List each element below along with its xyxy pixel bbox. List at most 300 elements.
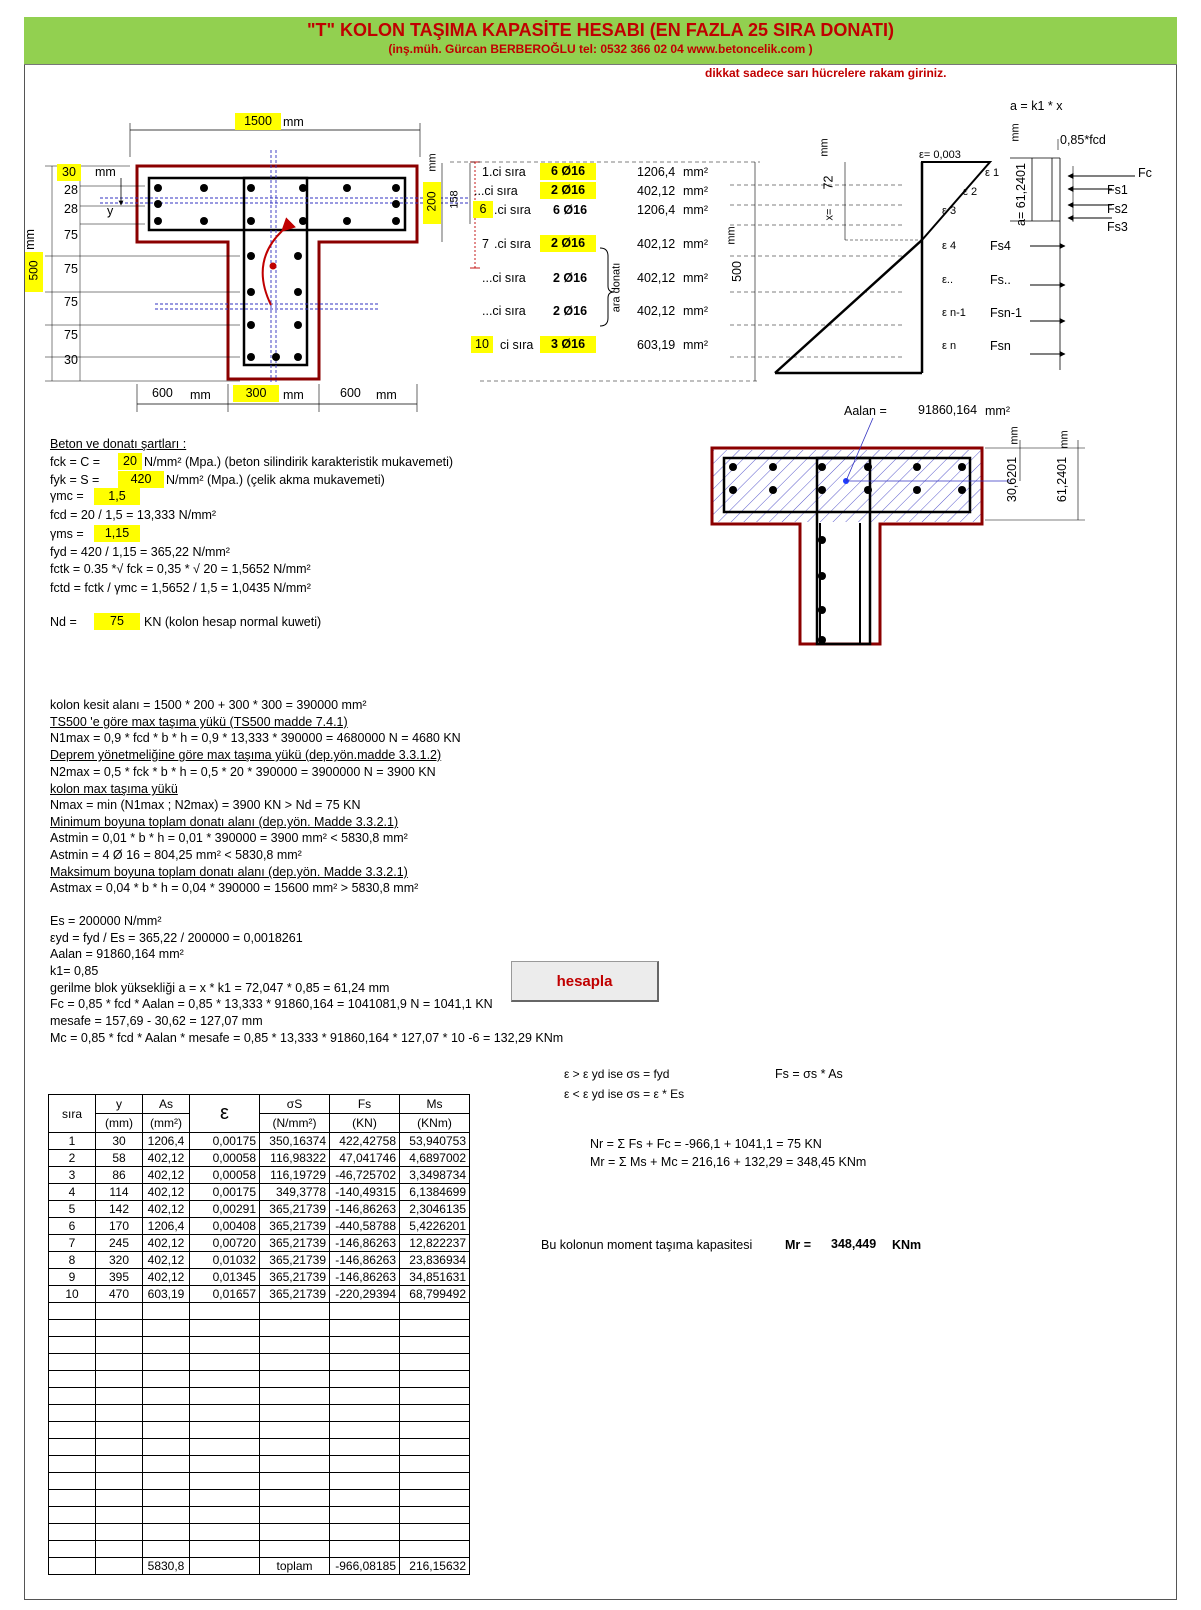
table-cell: 34,851631 [400, 1269, 470, 1286]
table-cell [330, 1388, 400, 1405]
table-cell [96, 1490, 143, 1507]
table-cell: 1206,4 [143, 1133, 190, 1150]
table-cell: 320 [96, 1252, 143, 1269]
table-cell: 10 [49, 1286, 96, 1303]
table-row [49, 1201, 470, 1218]
table-cell [49, 1320, 96, 1337]
table-cell: 5,4226201 [400, 1218, 470, 1235]
mm-unit-label: mm [376, 388, 397, 402]
gamma-ms-input[interactable]: 1,15 [94, 525, 140, 542]
fsn-label: Fsn [990, 339, 1011, 353]
total-ms-cell: 216,15632 [400, 1558, 470, 1575]
table-cell: 365,21739 [260, 1235, 330, 1252]
table-row-empty [49, 1456, 470, 1473]
table-cell [190, 1388, 260, 1405]
row-7-label: ci sıra [500, 338, 534, 352]
table-cell [96, 1541, 143, 1558]
table-cell: 2,3046135 [400, 1201, 470, 1218]
table-cell: 395 [96, 1269, 143, 1286]
mm-unit-label: mm [1009, 123, 1022, 142]
table-cell: 114 [96, 1184, 143, 1201]
table-cell [143, 1354, 190, 1371]
row-6-area: 402,12 [637, 304, 676, 318]
table-cell [400, 1490, 470, 1507]
table-cell [190, 1337, 260, 1354]
table-cell [260, 1405, 330, 1422]
table-cell [143, 1388, 190, 1405]
table-cell: 6 [49, 1218, 96, 1235]
table-cell [143, 1524, 190, 1541]
table-cell [400, 1388, 470, 1405]
table-cell [260, 1473, 330, 1490]
table-cell [330, 1490, 400, 1507]
table-cell [260, 1422, 330, 1439]
fck-label: fck = C = [50, 455, 101, 469]
table-cell [96, 1371, 143, 1388]
table-cell: 4 [49, 1184, 96, 1201]
table-cell [49, 1439, 96, 1456]
a-value: a= 61,2401 [1013, 163, 1028, 226]
table-cell: 245 [96, 1235, 143, 1252]
table-cell [260, 1456, 330, 1473]
table-cell: -46,725702 [330, 1167, 400, 1184]
table-cell [400, 1303, 470, 1320]
spacing-5-label: 75 [64, 262, 78, 276]
row-5-label: ...ci sıra [482, 271, 526, 285]
row-3-label: .ci sıra [494, 203, 531, 217]
row-5-bars: 2 Ø16 [553, 271, 588, 285]
table-row-empty [49, 1541, 470, 1558]
table-cell: 402,12 [143, 1252, 190, 1269]
table-cell: 350,16374 [260, 1133, 330, 1150]
table-cell: -440,58788 [330, 1218, 400, 1235]
table-cell [330, 1541, 400, 1558]
nd-input[interactable]: 75 [94, 613, 140, 630]
mm-unit-label: mm [283, 115, 304, 129]
a-formula: a = k1 * x [1010, 99, 1063, 113]
table-cell [330, 1524, 400, 1541]
eps-n-mid: ε.. [942, 274, 954, 286]
table-cell [143, 1473, 190, 1490]
table-cell [143, 1456, 190, 1473]
fyk-input[interactable]: 420 [118, 471, 164, 488]
table-cell [143, 1490, 190, 1507]
table-cell [96, 1456, 143, 1473]
table-cell: 402,12 [143, 1184, 190, 1201]
table-cell: 1206,4 [143, 1218, 190, 1235]
spacing-3-label: 28 [64, 202, 78, 216]
table-cell [190, 1507, 260, 1524]
table-cell: 3 [49, 1167, 96, 1184]
rule-2: ε < ε yd ise σs = ε * Es [564, 1087, 685, 1101]
table-cell [96, 1439, 143, 1456]
table-header-cell: sıra [49, 1095, 96, 1133]
calc-es: Es = 200000 N/mm² [50, 914, 162, 928]
row-3-bars: 6 Ø16 [553, 203, 588, 217]
table-cell [260, 1439, 330, 1456]
table-row-empty [49, 1337, 470, 1354]
mm-unit-label: mm [1008, 426, 1021, 445]
table-row-empty [49, 1439, 470, 1456]
table-row [49, 1167, 470, 1184]
calc-fc: Fc = 0,85 * fcd * Aalan = 0,85 * 13,333 * 91860,164 = 1041081,9 N = 1041,1 KN [50, 997, 493, 1011]
web-width-input[interactable]: 300 [233, 385, 279, 402]
table-row-empty [49, 1354, 470, 1371]
table-cell: 0,01032 [190, 1252, 260, 1269]
area-unit: mm² [683, 338, 708, 352]
table-cell [49, 1558, 96, 1575]
table-cell: -140,49315 [330, 1184, 400, 1201]
flange-left-label: 600 [152, 386, 173, 400]
fck-input[interactable]: 20 [118, 453, 142, 470]
table-unit-cell: (N/mm²) [260, 1114, 330, 1133]
calc-astmin-1: Astmin = 0,01 * b * h = 0,01 * 390000 = 3900 mm² < 5830,8 mm² [50, 831, 408, 845]
table-row [49, 1252, 470, 1269]
table-cell [330, 1507, 400, 1524]
table-cell [330, 1405, 400, 1422]
table-cell [143, 1337, 190, 1354]
table-cell: 68,799492 [400, 1286, 470, 1303]
table-cell [190, 1422, 260, 1439]
table-unit-cell: (mm²) [143, 1114, 190, 1133]
row-5-area: 402,12 [637, 271, 676, 285]
table-cell: 0,00175 [190, 1184, 260, 1201]
eps-1: ε 1 [985, 167, 1000, 179]
calc-n1max: N1max = 0,9 * fcd * b * h = 0,9 * 13,333 * 390000 = 4680000 N = 4680 KN [50, 731, 461, 745]
capacity-mr-label: Mr = [785, 1238, 812, 1252]
table-cell: 365,21739 [260, 1218, 330, 1235]
x-label: x= [823, 208, 836, 221]
table-cell: 86 [96, 1167, 143, 1184]
gamma-ms-label: γms = [50, 527, 84, 541]
fsn-1-label: Fsn-1 [990, 306, 1022, 320]
aalan-label: Aalan = [844, 404, 887, 418]
table-unit-cell: (mm) [96, 1114, 143, 1133]
nd-label: Nd = [50, 615, 77, 629]
table-cell [143, 1439, 190, 1456]
table-cell [143, 1405, 190, 1422]
fctk-line: fctk = 0.35 *√ fck = 0,35 * √ 20 = 1,5652 N/mm² [50, 562, 311, 576]
table-cell: 23,836934 [400, 1252, 470, 1269]
table-cell: 402,12 [143, 1150, 190, 1167]
table-cell [400, 1524, 470, 1541]
height-input[interactable] [25, 252, 43, 292]
table-cell: 0,00720 [190, 1235, 260, 1252]
table-cell [49, 1371, 96, 1388]
table-cell: 2 [49, 1150, 96, 1167]
table-cell [400, 1541, 470, 1558]
table-header-cell: Ms [400, 1095, 470, 1114]
spacing-1-input[interactable]: 30 [57, 164, 81, 181]
table-cell: 5 [49, 1201, 96, 1218]
table-cell [143, 1371, 190, 1388]
table-cell: 116,19729 [260, 1167, 330, 1184]
table-cell [96, 1473, 143, 1490]
mm-unit-label: mm [95, 165, 116, 179]
table-cell: -146,86263 [330, 1235, 400, 1252]
spacing-8-label: 30 [64, 353, 78, 367]
row-6-bars: 2 Ø16 [553, 304, 588, 318]
table-cell [49, 1303, 96, 1320]
table-row [49, 1133, 470, 1150]
table-cell: 603,19 [143, 1286, 190, 1303]
strain-height: 500 [729, 261, 744, 282]
eps-top: ε= 0,003 [919, 149, 961, 161]
compression-area-diagram [700, 400, 1100, 660]
table-cell [49, 1405, 96, 1422]
row-4-label: .ci sıra [494, 237, 531, 251]
table-row-empty [49, 1507, 470, 1524]
table-cell [96, 1405, 143, 1422]
table-cell [49, 1354, 96, 1371]
table-cell: 402,12 [143, 1235, 190, 1252]
table-cell: -146,86263 [330, 1269, 400, 1286]
table-header-cell: y [96, 1095, 143, 1114]
table-cell: 58 [96, 1150, 143, 1167]
table-cell [49, 1473, 96, 1490]
table-header-cell: As [143, 1095, 190, 1114]
table-cell [49, 1422, 96, 1439]
table-cell: 0,00058 [190, 1150, 260, 1167]
calc-aalan: Aalan = 91860,164 mm² [50, 947, 184, 961]
table-cell [49, 1507, 96, 1524]
table-cell [49, 1388, 96, 1405]
table-cell: 402,12 [143, 1201, 190, 1218]
area-unit: mm² [683, 165, 708, 179]
rule-fs: Fs = σs * As [775, 1067, 843, 1081]
table-cell [190, 1473, 260, 1490]
table-cell [96, 1507, 143, 1524]
calc-a: gerilme blok yüksekliği a = x * k1 = 72,047 * 0,85 = 61,24 mm [50, 981, 390, 995]
flange-right-label: 600 [340, 386, 361, 400]
table-cell: -220,29394 [330, 1286, 400, 1303]
table-cell [330, 1354, 400, 1371]
table-cell [330, 1422, 400, 1439]
table-cell [190, 1541, 260, 1558]
table-cell: 9 [49, 1269, 96, 1286]
table-cell [190, 1303, 260, 1320]
table-cell [330, 1303, 400, 1320]
table-row [49, 1286, 470, 1303]
table-cell [143, 1320, 190, 1337]
table-header-cell: Fs [330, 1095, 400, 1114]
mm-unit-label: mm [190, 388, 211, 402]
fs-mid-label: Fs.. [990, 273, 1011, 287]
table-cell [260, 1371, 330, 1388]
table-cell [190, 1320, 260, 1337]
table-header-row [49, 1095, 470, 1114]
table-cell [400, 1507, 470, 1524]
table-cell [190, 1524, 260, 1541]
table-cell [260, 1541, 330, 1558]
fs3-label: Fs3 [1107, 220, 1128, 234]
gamma-mc-input[interactable]: 1,5 [94, 488, 140, 505]
calc-area: kolon kesit alanı = 1500 * 200 + 300 * 300 = 390000 mm² [50, 698, 367, 712]
table-cell: 0,00058 [190, 1167, 260, 1184]
fck-desc: N/mm² (Mpa.) (beton silindirik karakteristik mukavemeti) [144, 455, 454, 469]
fcd-label: 0,85*fcd [1060, 133, 1106, 147]
calc-astmax: Astmax = 0,04 * b * h = 0,04 * 390000 = 15600 mm² > 5830,8 mm² [50, 881, 419, 895]
gamma-mc-label: γmc = [50, 489, 84, 503]
flange-width-input[interactable]: 1500 [235, 113, 281, 130]
table-cell [400, 1473, 470, 1490]
table-cell [96, 1303, 143, 1320]
table-cell [400, 1337, 470, 1354]
table-cell: 422,42758 [330, 1133, 400, 1150]
table-cell [260, 1507, 330, 1524]
table-cell [330, 1371, 400, 1388]
spacing-4-label: 75 [64, 228, 78, 242]
row-7-bars-input[interactable]: 3 Ø16 [540, 336, 596, 353]
table-unit-cell: (KN) [330, 1114, 400, 1133]
table-cell [190, 1354, 260, 1371]
flange-sub-label: 158 [448, 190, 461, 209]
table-cell: 6,1384699 [400, 1184, 470, 1201]
spacing-7-label: 75 [64, 328, 78, 342]
table-cell: 0,00175 [190, 1133, 260, 1150]
table-cell: 0,00291 [190, 1201, 260, 1218]
table-cell [190, 1439, 260, 1456]
table-cell [330, 1320, 400, 1337]
table-row-empty [49, 1303, 470, 1320]
fc-label: Fc [1138, 166, 1152, 180]
table-row-empty [49, 1524, 470, 1541]
table-cell: 47,041746 [330, 1150, 400, 1167]
mm-unit-label: mm [1058, 430, 1071, 449]
aalan-unit: mm² [985, 404, 1010, 418]
table-cell: 0,01345 [190, 1269, 260, 1286]
row-10-num-input[interactable]: 10 [471, 336, 493, 353]
table-cell [49, 1541, 96, 1558]
table-cell [400, 1422, 470, 1439]
table-cell [330, 1456, 400, 1473]
area-unit: mm² [683, 203, 708, 217]
calc-k1: k1= 0,85 [50, 964, 99, 978]
table-cell: -146,86263 [330, 1201, 400, 1218]
y-label: y [107, 204, 114, 218]
row-2-bars-input[interactable]: 2 Ø16 [540, 182, 596, 199]
calc-eyd: εyd = fyd / Es = 365,22 / 200000 = 0,0018261 [50, 931, 303, 945]
table-header-cell: ε [190, 1095, 260, 1133]
table-cell: 365,21739 [260, 1286, 330, 1303]
table-cell [49, 1524, 96, 1541]
table-cell [260, 1524, 330, 1541]
table-cell [96, 1337, 143, 1354]
capacity-label: Bu kolonun moment taşıma kapasitesi [541, 1238, 753, 1252]
table-cell [143, 1507, 190, 1524]
row-1-area: 1206,4 [637, 165, 676, 179]
area-unit: mm² [683, 304, 708, 318]
input-note: dikkat sadece sarı hücrelere rakam giriniz. [705, 66, 947, 80]
fyk-label: fyk = S = [50, 473, 100, 487]
table-cell [400, 1371, 470, 1388]
table-cell [330, 1473, 400, 1490]
eps-2: ε 2 [963, 186, 978, 198]
row-4-area: 402,12 [637, 237, 676, 251]
table-cell [400, 1320, 470, 1337]
table-cell [400, 1405, 470, 1422]
nr-line: Nr = Σ Fs + Fc = -966,1 + 1041,1 = 75 KN [590, 1137, 822, 1151]
table-cell: 53,940753 [400, 1133, 470, 1150]
table-row-empty [49, 1490, 470, 1507]
row-3-area: 1206,4 [637, 203, 676, 217]
aalan-value: 91860,164 [918, 403, 978, 417]
table-cell [400, 1439, 470, 1456]
table-cell [260, 1490, 330, 1507]
mm-unit-label: mm [725, 226, 738, 245]
table-unit-row [49, 1114, 470, 1133]
table-cell [96, 1524, 143, 1541]
table-cell: 170 [96, 1218, 143, 1235]
table-cell [190, 1558, 260, 1575]
row-1-bars-input[interactable]: 6 Ø16 [540, 163, 596, 180]
table-cell: 142 [96, 1201, 143, 1218]
table-cell: 470 [96, 1286, 143, 1303]
table-cell [400, 1456, 470, 1473]
table-cell: 8 [49, 1252, 96, 1269]
table-cell: 7 [49, 1235, 96, 1252]
row-2-area: 402,12 [637, 184, 676, 198]
table-cell [330, 1439, 400, 1456]
row-4-bars-input[interactable]: 2 Ø16 [540, 235, 596, 252]
calc-mesafe: mesafe = 157,69 - 30,62 = 127,07 mm [50, 1014, 263, 1028]
table-cell [260, 1320, 330, 1337]
table-cell [96, 1388, 143, 1405]
table-cell: 3,3498734 [400, 1167, 470, 1184]
row-4-num: 7 [482, 237, 489, 251]
rule-1: ε > ε yd ise σs = fyd [564, 1067, 670, 1081]
flange-height-input[interactable] [423, 182, 441, 224]
table-cell [96, 1320, 143, 1337]
fcd-line: fcd = 20 / 1,5 = 13,333 N/mm² [50, 508, 217, 522]
fs1-label: Fs1 [1107, 183, 1128, 197]
table-cell: 30 [96, 1133, 143, 1150]
table-row [49, 1150, 470, 1167]
table-cell: 116,98322 [260, 1150, 330, 1167]
table-cell [143, 1422, 190, 1439]
table-cell [260, 1354, 330, 1371]
table-cell: 0,01657 [190, 1286, 260, 1303]
eps-n: ε n [942, 340, 957, 352]
total-fs-cell: -966,08185 [330, 1558, 400, 1575]
table-cell [96, 1558, 143, 1575]
area-unit: mm² [683, 271, 708, 285]
table-cell: -146,86263 [330, 1252, 400, 1269]
mr-line: Mr = Σ Ms + Mc = 216,16 + 132,29 = 348,45 KNm [590, 1155, 867, 1169]
spacing-2-label: 28 [64, 183, 78, 197]
row-6-label: ...ci sıra [482, 304, 526, 318]
table-cell [400, 1354, 470, 1371]
fs2-label: Fs2 [1107, 202, 1128, 216]
row-6-num-input[interactable]: 6 [473, 201, 493, 218]
table-cell: 4,6897002 [400, 1150, 470, 1167]
hesapla-button[interactable]: hesapla [511, 961, 659, 1002]
table-cell [330, 1337, 400, 1354]
table-total-row [49, 1558, 470, 1575]
table-cell [49, 1337, 96, 1354]
table-cell: 1 [49, 1133, 96, 1150]
mm-unit-label: mm [22, 229, 37, 250]
area-unit: mm² [683, 237, 708, 251]
author-line: (inş.müh. Gürcan BERBEROĞLU tel: 0532 366 02 04 www.betoncelik.com ) [388, 42, 813, 56]
fyk-desc: N/mm² (Mpa.) (çelik akma mukavemeti) [166, 473, 385, 487]
ara-donati-label: ara donatı [610, 262, 623, 313]
flange-height-value: 200 [424, 191, 439, 212]
table-cell [49, 1456, 96, 1473]
table-cell [190, 1371, 260, 1388]
page-title: "T" KOLON TAŞIMA KAPASİTE HESABI (EN FAZLA 25 SIRA DONATI) [306, 20, 895, 40]
fctd-line: fctd = fctk / γmc = 1,5652 / 1,5 = 1,0435 N/mm² [50, 581, 311, 595]
